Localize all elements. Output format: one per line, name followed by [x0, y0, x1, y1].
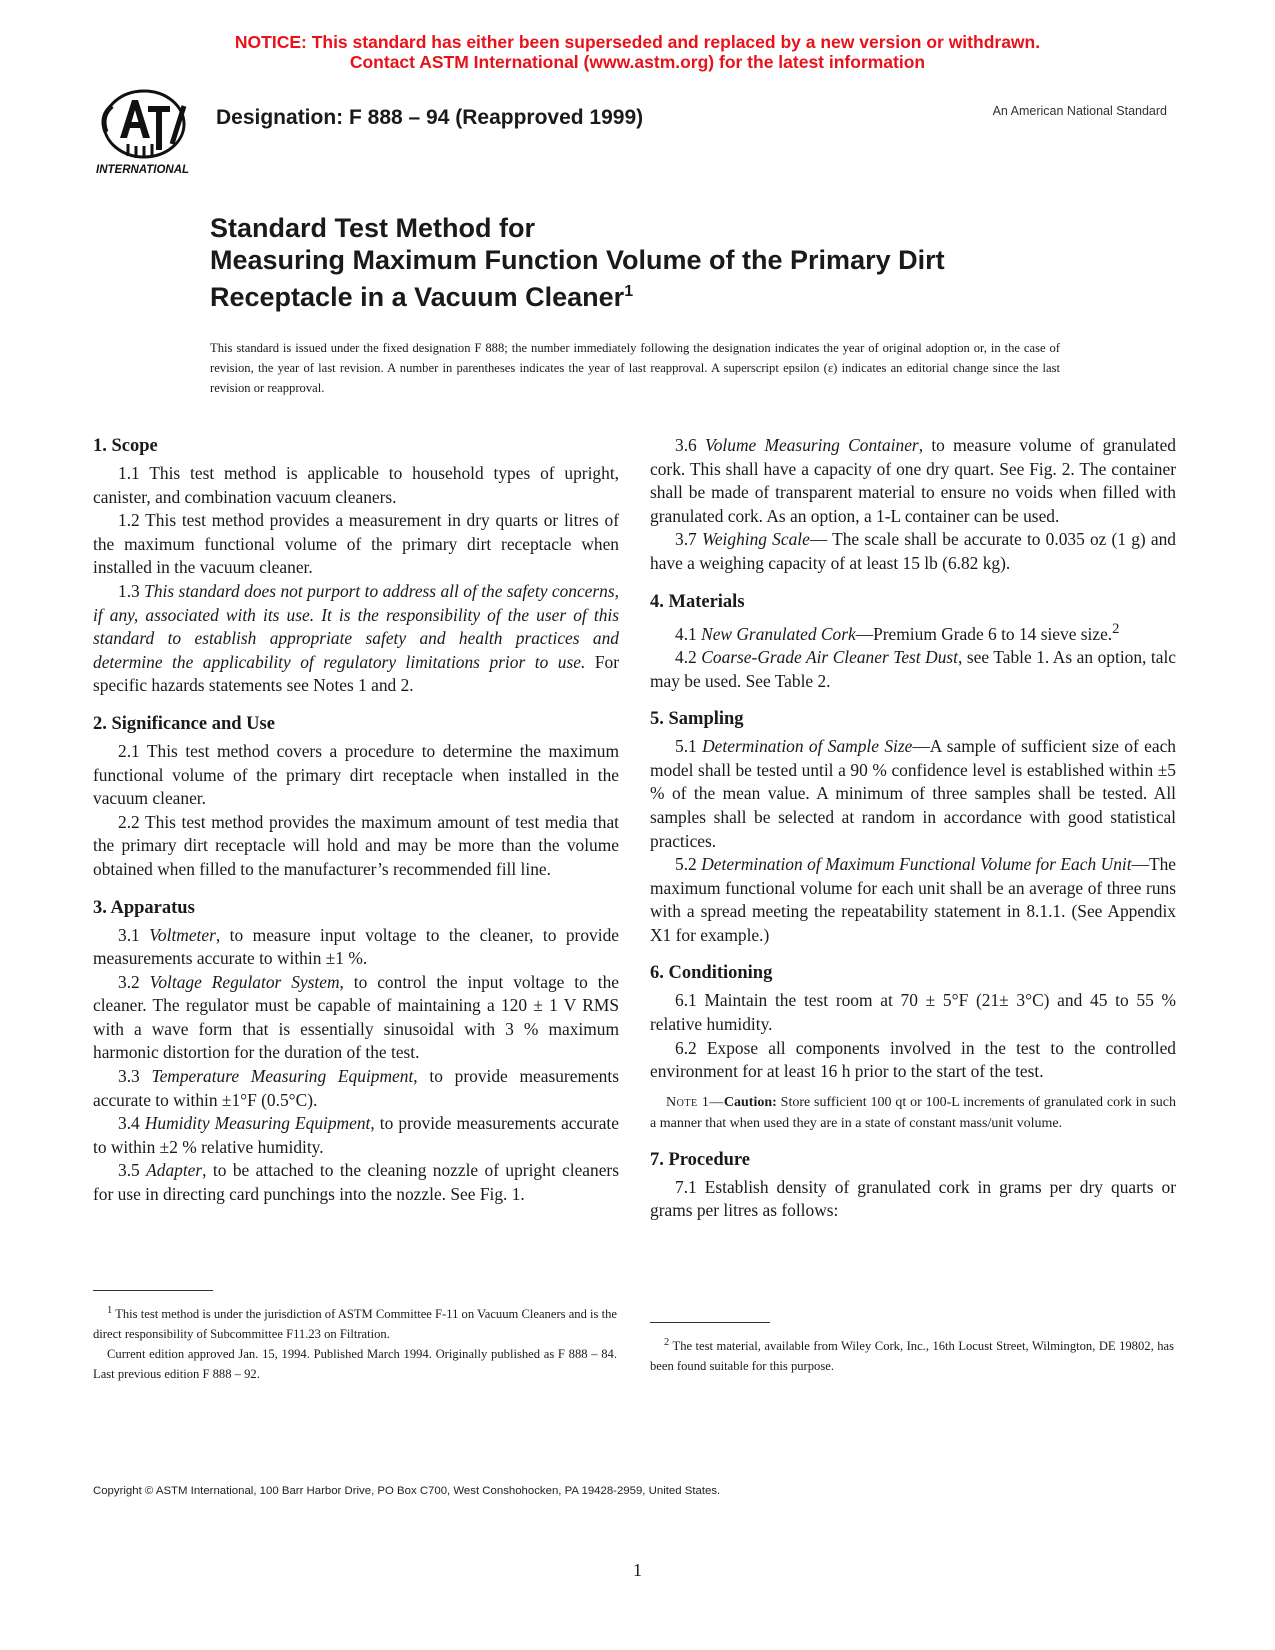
- paragraph: 3.2 Voltage Regulator System, to control the input voltage to the cleaner. The regulator must be capable of maintaining a 120 ± 1 V RMS with a wave form that is essentially sinusoidal with 3 % maximum harmonic distortion for the duration of the test.: [93, 971, 619, 1063]
- paragraph: 1.3 This standard does not purport to address all of the safety concerns, if any, associated with its use. It is the responsibility of the user of this standard to establish appropriate safety and health practices and determine the applicability of regulatory limitations prior to use. For specific hazards statements see Notes 1 and 2.: [93, 580, 619, 696]
- notice-line-2: Contact ASTM International (www.astm.org) for the latest information: [349, 52, 926, 72]
- section-heading: 6. Conditioning: [650, 963, 773, 984]
- astm-logo: [92, 86, 198, 182]
- footnote-2: $^2$ The test material, available from Wiley Cork, Inc., 16th Locust Street, Wilmington, DE 19802, has been found suitable for this purpose.: [650, 1337, 1174, 1374]
- section-heading: 3. Apparatus: [93, 897, 195, 918]
- astm-logo-icon: [92, 86, 198, 182]
- section-heading: 2. Significance and Use: [93, 713, 275, 734]
- left-column: [93, 434, 619, 1207]
- paragraph: 3.6 Volume Measuring Container, to measure volume of granulated cork. This shall have a capacity of one dry quart. See Fig. 2. The container shall be made of transparent material to ensure no voids when filled with granulated cork. As an option, a 1-L container can be used.: [650, 435, 1176, 526]
- footnote-mark: 2: [1112, 620, 1120, 637]
- section-heading: 4. Materials: [650, 591, 745, 612]
- right-column: [650, 434, 1176, 1223]
- page-number: 1: [633, 1560, 642, 1580]
- paragraph: 4.2 Coarse-Grade Air Cleaner Test Dust, see Table 1. As an option, talc may be used. See Table 2.: [650, 646, 1177, 691]
- paragraph: 3.5 Adapter, to be attached to the cleaning nozzle of upright cleaners for use in directing card punchings into the nozzle. See Fig. 1.: [93, 1160, 619, 1205]
- paragraph: 3.1 Voltmeter, to measure input voltage to the cleaner, to provide measurements accurate to within ±1 %.: [93, 924, 619, 969]
- caution-note: Note 1—Caution: Store sufficient 100 qt or 100-L increments of granulated cork in such a manner that when used they are in a state of constant mass/unit volume.: [650, 1094, 1176, 1131]
- notice-line-1: NOTICE: This standard has either been superseded and replaced by a new version or withdrawn.: [234, 32, 1041, 52]
- title-line-3: Receptacle in a Vacuum Cleaner: [210, 282, 625, 312]
- paragraph: 1.1 This test method is applicable to household types of upright, canister, and combination vacuum cleaners.: [93, 463, 619, 507]
- footnote-1: $^1$ This test method is under the jurisdiction of ASTM Committee F-11 on Vacuum Cleaners and is the direct responsibility of Subcommittee F11.23 on Filtration. Current edition approved Jan. 15, 1994. Published March 1994. Originally published as F 888 – 84. Last previous edition F 888 – 92.: [93, 1305, 617, 1382]
- paragraph: 3.4 Humidity Measuring Equipment, to provide measurements accurate to within ±2 % relative humidity.: [93, 1113, 619, 1157]
- logo-label: INTERNATIONAL: [96, 164, 190, 176]
- paragraph: 2.2 This test method provides the maximum amount of test media that the primary dirt receptacle will hold and may be more than the volume obtained when filled to the manufacturer’s recommended fill line.: [93, 811, 619, 879]
- copyright: Copyright © ASTM International, 100 Barr Harbor Drive, PO Box C700, West Conshohocken, PA 19428-2959, United States.: [93, 1485, 721, 1497]
- section-heading: 7. Procedure: [650, 1149, 751, 1170]
- paragraph: 1.2 This test method provides a measurement in dry quarts or litres of the maximum functional volume of the primary dirt receptacle when installed in the vacuum cleaner.: [93, 510, 619, 578]
- footnote-rule: [650, 1322, 770, 1323]
- paragraph: 5.2 Determination of Maximum Functional Volume for Each Unit—The maximum functional volume for each unit shall be an average of three runs with a spread meeting the repeatability statement in 8.1.1. (See Appendix X1 for example.): [650, 854, 1176, 945]
- title-footnote-mark: 1: [624, 283, 634, 300]
- paragraph: 5.1 Determination of Sample Size—A sample of sufficient size of each model shall be tested until a 90 % confidence level is established within ±5 % of the mean value. A minimum of three samples shall be tested. All samples shall be selected at random in accordance with good statistical practices.: [650, 736, 1176, 851]
- preamble: This standard is issued under the fixed designation F 888; the number immediately following the designation indicates the year of original adoption or, in the case of revision, the year of last revision. A number in parentheses indicates the year of last reapproval. A superscript epsilon (ε) indicates an editorial change since the last revision or reapproval.: [210, 341, 1060, 395]
- paragraph: 2.1 This test method covers a procedure to determine the maximum functional volume of the primary dirt receptacle when installed in the vacuum cleaner.: [93, 740, 619, 809]
- document-title: [210, 212, 1110, 313]
- paragraph: 6.1 Maintain the test room at 70 ± 5°F (21± 3°C) and 45 to 55 % relative humidity.: [650, 990, 1176, 1035]
- american-national-standard: An American National Standard: [992, 104, 1167, 118]
- paragraph: 7.1 Establish density of granulated cork in grams per dry quarts or grams per litres as follows:: [650, 1176, 1176, 1221]
- section-heading: 5. Sampling: [650, 709, 744, 730]
- paragraph: 6.2 Expose all components involved in the test to the controlled environment for at least 16 h prior to the start of the test.: [650, 1037, 1176, 1082]
- section-heading: 1. Scope: [93, 436, 158, 456]
- title-line-1: Standard Test Method for: [210, 213, 536, 243]
- paragraph: 3.3 Temperature Measuring Equipment, to provide measurements accurate to within ±1°F (0.5°C).: [93, 1066, 619, 1110]
- paragraph: 4.1 New Granulated Cork—Premium Grade 6 to 14 sieve size.$^2$: [675, 620, 1120, 644]
- withdrawal-notice: [0, 32, 1275, 72]
- footnote-rule: [93, 1290, 213, 1291]
- title-line-2: Measuring Maximum Function Volume of the Primary Dirt: [210, 245, 945, 275]
- paragraph: 3.7 Weighing Scale— The scale shall be accurate to 0.035 oz (1 g) and have a weighing capacity of at least 15 lb (6.82 kg).: [650, 529, 1176, 573]
- designation: Designation: F 888 – 94 (Reapproved 1999): [216, 106, 644, 129]
